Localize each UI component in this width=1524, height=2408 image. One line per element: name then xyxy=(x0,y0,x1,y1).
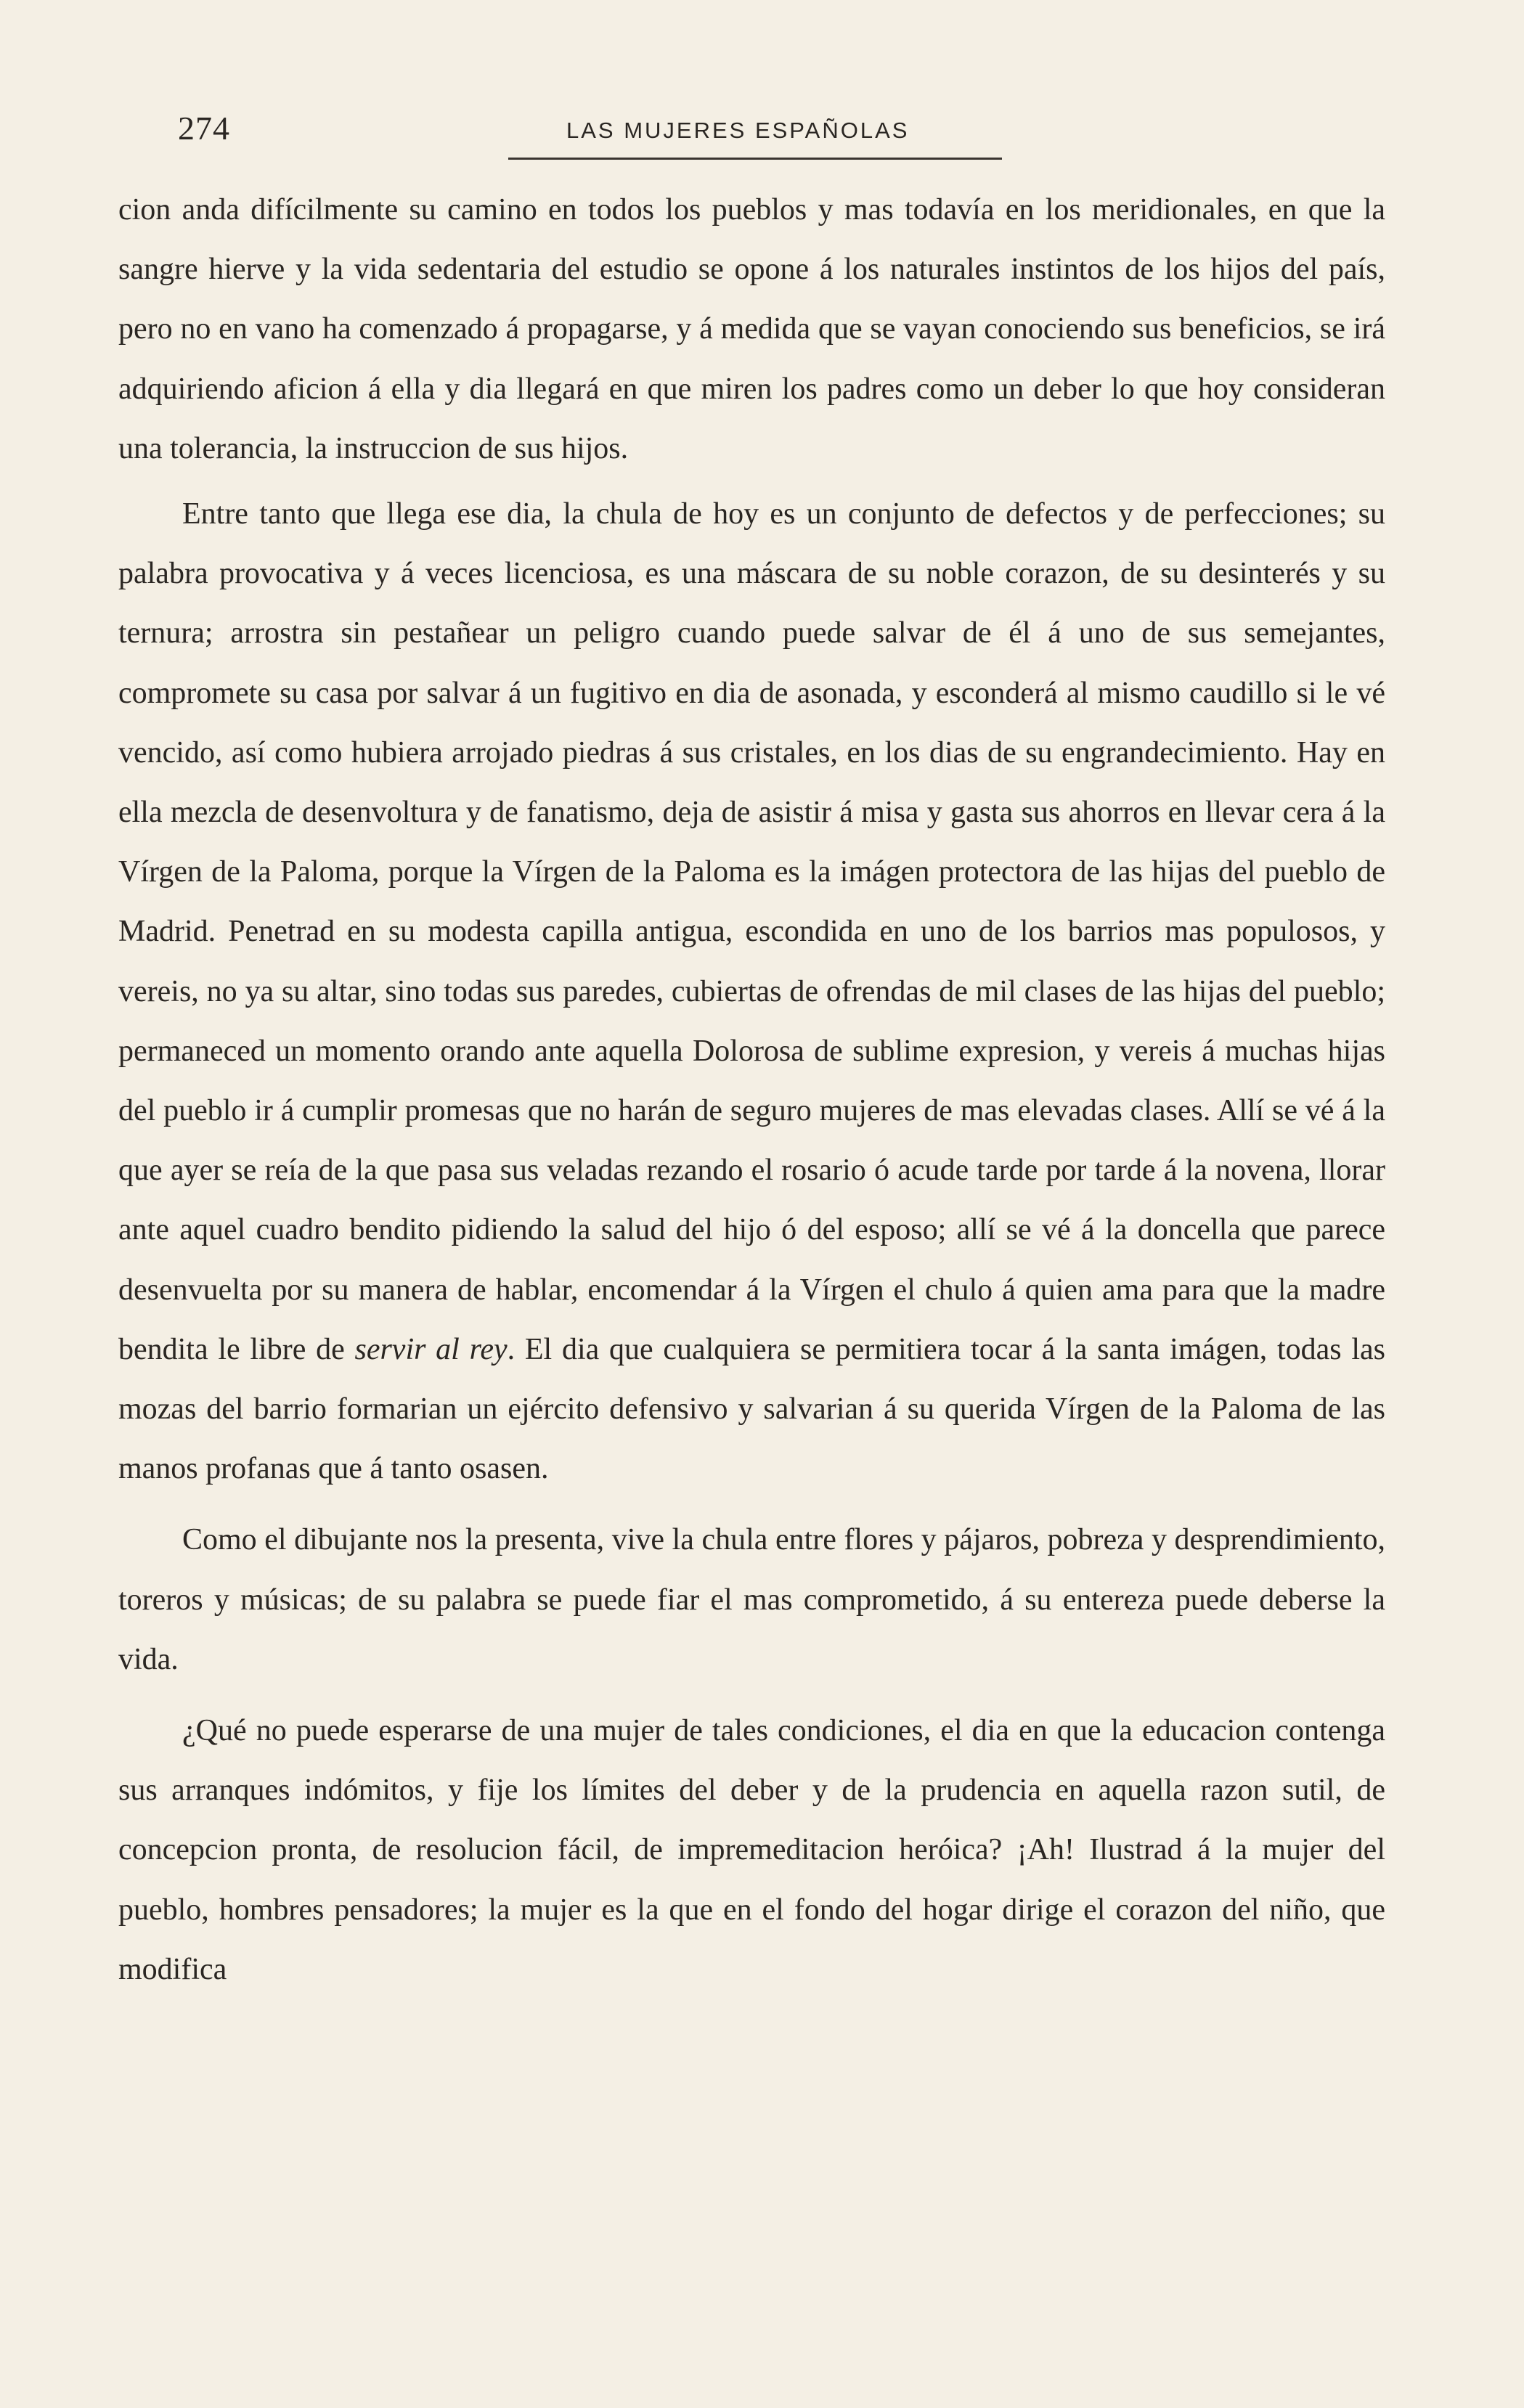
paragraph-3: Como el dibujante nos la presenta, vive la chula entre flores y pájaros, pobreza y desprendimiento, toreros y músicas; de su palabra se puede fiar el mas comprometido, á su entereza puede deberse la vida. xyxy=(118,1523,1385,1676)
header-rule xyxy=(508,158,1002,160)
paragraph-2-text-a: Entre tanto que llega ese dia, la chula de hoy es un conjunto de defectos y de perfecciones; su palabra provocativa y á veces licenciosa, es una máscara de su noble corazon, de su desinterés y su ternura; arrostra sin pestañear un peligro cuando puede salvar de él á uno de sus semejantes, compromete su casa por salvar á un fugitivo en dia de asonada, y esconderá al mismo caudillo si le vé vencido, así como hubiera arrojado piedras á sus cristales, en los dias de su engrandecimiento. Hay en ella mezcla de desenvoltura y de fanatismo, deja de asistir á misa y gasta sus ahorros en llevar cera á la Vírgen de la Paloma, porque la Vírgen de la Paloma es la imágen protectora de las hijas del pueblo de Madrid. Penetrad en su modesta capilla antigua, escondida en uno de los barrios mas populosos, y vereis, no ya su altar, sino todas sus paredes, cubiertas de ofrendas de mil clases de las hijas del pueblo; permaneced un momento orando ante aquella Dolorosa de sublime expresion, y vereis á muchas hijas del pueblo ir á cumplir promesas que no harán de seguro mujeres de mas elevadas clases. Allí se vé á la que ayer se reía de la que pasa sus veladas rezando el rosario ó acude tarde por tarde á la novena, llorar ante aquel cuadro bendito pidiendo la salud del hijo ó del esposo; allí se vé á la doncella que parece desenvuelta por su manera de hablar, encomendar á la Vírgen el chulo á quien ama para que la madre bendita le libre de xyxy=(118,497,1385,1366)
running-title: LAS MUJERES ESPAÑOLAS xyxy=(566,118,910,143)
paragraph-2-text-b: . El dia que cualquiera se permitiera tocar á la santa imágen, todas las mozas del barrio formarian un ejército defensivo y salvarian á su querida Vírgen de la Paloma de las manos profanas que á tanto osasen. xyxy=(118,1332,1385,1486)
running-head xyxy=(178,109,1387,160)
paragraph-1: cion anda difícilmente su camino en todos los pueblos y mas todavía en los meridionales, en que la sangre hierve y la vida sedentaria del estudio se opone á los naturales instintos de los hijos del país, pero no en vano ha comenzado á propagarse, y á medida que se vayan conociendo sus beneficios, se irá adquiriendo aficion á ella y dia llegará en que miren los padres como un deber lo que hoy consideran una tolerancia, la instruccion de sus hijos. xyxy=(118,193,1385,465)
paragraph-2 xyxy=(118,484,1385,1498)
paragraph-4: ¿Qué no puede esperarse de una mujer de tales condiciones, el dia en que la educacion contenga sus arranques indómitos, y fije los límites del deber y de la prudencia en aquella razon sutil, de concepcion pronta, de resolucion fácil, de impremeditacion heróica? ¡Ah! Ilustrad á la mujer del pueblo, hombres pensadores; la mujer es la que en el fondo del hogar dirige el corazon del niño, que modifica xyxy=(118,1714,1385,1986)
page-number: 274 xyxy=(178,110,230,147)
paragraph-2-italic-phrase: servir al rey xyxy=(354,1332,508,1366)
body-text xyxy=(118,180,1385,1999)
